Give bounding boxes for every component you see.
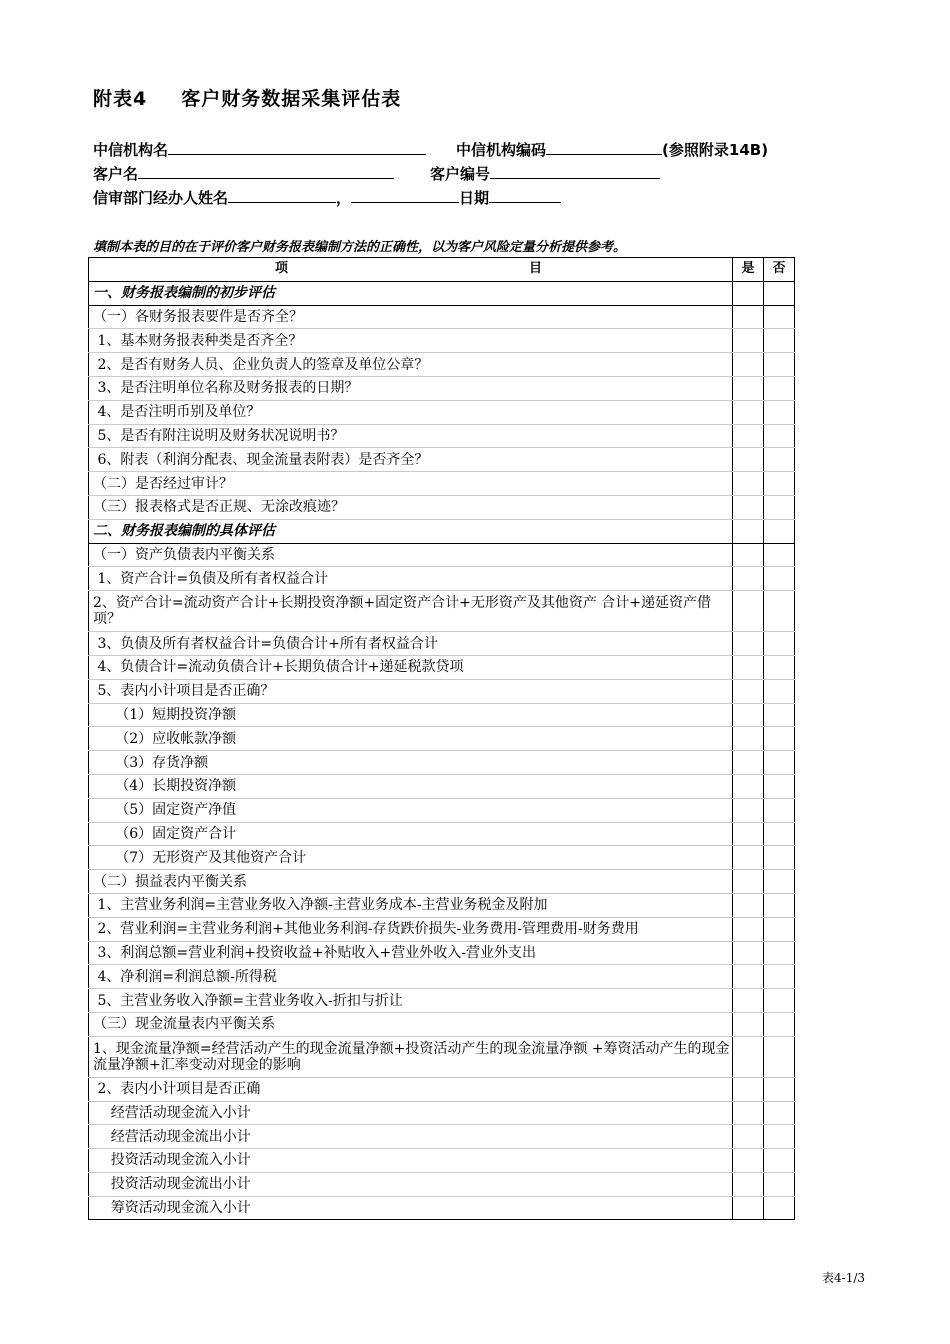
table-row [89,751,795,775]
row-label: 4、净利润=利润总额-所得税 [89,965,733,989]
no-checkbox-cell[interactable] [764,472,795,496]
no-checkbox-cell[interactable] [764,329,795,353]
row-label: （3）存货净额 [89,751,733,775]
row-label: 1、基本财务报表种类是否齐全？ [89,329,733,353]
yes-checkbox-cell[interactable] [733,543,764,567]
evaluation-table [88,257,795,1220]
table-row [89,472,795,496]
yes-checkbox-cell[interactable] [733,679,764,703]
row-label: 3、利润总额=营业利润+投资收益+补贴收入+营业外收入-营业外支出 [89,941,733,965]
table-row [89,1101,795,1125]
row-label: 投资活动现金流入小计 [89,1149,733,1173]
page-title [93,84,401,111]
table-row [89,989,795,1013]
row-label: 3、是否注明单位名称及财务报表的日期？ [89,376,733,400]
org-code-label: 中信机构编码 [456,141,547,159]
no-checkbox-cell[interactable] [764,495,795,519]
header-yes: 是 [733,258,764,282]
no-checkbox-cell[interactable] [764,1125,795,1149]
yes-checkbox-cell[interactable] [733,424,764,448]
table-row [89,495,795,519]
yes-checkbox-cell[interactable] [733,751,764,775]
title-text: 客户财务数据采集评估表 [181,88,402,110]
yes-checkbox-cell[interactable] [733,1012,764,1036]
row-label: 5、是否有附注说明及财务状况说明书？ [89,424,733,448]
row-label: 3、负债及所有者权益合计=负债合计+所有者权益合计 [89,632,733,656]
no-checkbox-cell[interactable] [764,751,795,775]
table-row [89,1149,795,1173]
table-body [89,258,795,1220]
no-checkbox-cell[interactable] [764,1149,795,1173]
yes-checkbox-cell[interactable] [733,870,764,894]
table-row [89,1125,795,1149]
separator: ， [336,189,352,207]
table-row [89,591,795,632]
row-label: （三）报表格式是否正规、无涂改痕迹？ [89,495,733,519]
table-row [89,376,795,400]
table-row [89,965,795,989]
officer-name-field[interactable] [228,188,336,203]
yes-checkbox-cell[interactable] [733,329,764,353]
customer-name-label: 客户名 [93,165,139,183]
no-checkbox-cell[interactable] [764,679,795,703]
no-checkbox-cell[interactable] [764,424,795,448]
table-row [89,655,795,679]
no-checkbox-cell[interactable] [764,376,795,400]
officer-line [93,187,561,208]
row-label: （三）现金流量表内平衡关系 [89,1012,733,1036]
table-row [89,1196,795,1220]
no-checkbox-cell[interactable] [764,353,795,377]
yes-checkbox-cell[interactable] [733,822,764,846]
table-row [89,1077,795,1101]
officer-label: 信审部门经办人姓名 [93,189,229,207]
org-code-field[interactable] [546,140,662,155]
row-label: 1、现金流量净额=经营活动产生的现金流量净额+投资活动产生的现金流量净额 +筹资活动产生的现金流量净额+汇率变动对现金的影响 [89,1036,733,1077]
table-row [89,519,795,543]
no-checkbox-cell[interactable] [764,400,795,424]
yes-checkbox-cell[interactable] [733,1172,764,1196]
row-label: 5、主营业务收入净额=主营业务收入-折扣与折让 [89,989,733,1013]
no-checkbox-cell[interactable] [764,1077,795,1101]
yes-checkbox-cell[interactable] [733,567,764,591]
table-row [89,870,795,894]
row-label: （4）长期投资净额 [89,774,733,798]
yes-checkbox-cell[interactable] [733,1101,764,1125]
no-checkbox-cell[interactable] [764,917,795,941]
table-row [89,774,795,798]
yes-checkbox-cell[interactable] [733,495,764,519]
no-checkbox-cell[interactable] [764,989,795,1013]
instruction-note: 填制本表的目的在于评价客户财务报表编制方法的正确性，以为客户风险定量分析提供参考。 [93,240,627,255]
table-row [89,424,795,448]
customer-line [93,163,660,184]
table-row [89,1012,795,1036]
customer-no-label: 客户编号 [430,165,491,183]
yes-checkbox-cell[interactable] [733,591,764,632]
no-checkbox-cell[interactable] [764,632,795,656]
no-checkbox-cell[interactable] [764,965,795,989]
table-row [89,1036,795,1077]
row-label: 投资活动现金流出小计 [89,1172,733,1196]
org-name-label: 中信机构名 [93,141,169,159]
yes-checkbox-cell[interactable] [733,519,764,543]
no-checkbox-cell[interactable] [764,798,795,822]
row-label: 筹资活动现金流入小计 [89,1196,733,1220]
table-row [89,543,795,567]
row-label: 2、表内小计项目是否正确 [89,1077,733,1101]
row-label: （5）固定资产净值 [89,798,733,822]
no-checkbox-cell[interactable] [764,893,795,917]
yes-checkbox-cell[interactable] [733,798,764,822]
row-label: 2、营业利润=主营业务利润+其他业务利润-存货跌价损失-业务费用-管理费用-财务费用 [89,917,733,941]
row-label: 5、表内小计项目是否正确？ [89,679,733,703]
customer-no-field[interactable] [490,164,660,179]
header-item [89,258,733,282]
table-row [89,400,795,424]
row-label: 2、资产合计=流动资产合计+长期投资净额+固定资产合计+无形资产及其他资产 合计+递延资产借项？ [89,591,733,632]
no-checkbox-cell[interactable] [764,870,795,894]
customer-name-field[interactable] [138,164,394,179]
table-header-row [89,258,795,282]
no-checkbox-cell[interactable] [764,591,795,632]
no-checkbox-cell[interactable] [764,1196,795,1220]
date-label: 日期 [459,189,490,207]
yes-checkbox-cell[interactable] [733,727,764,751]
no-checkbox-cell[interactable] [764,448,795,472]
no-checkbox-cell[interactable] [764,1012,795,1036]
table-row [89,329,795,353]
yes-checkbox-cell[interactable] [733,1149,764,1173]
no-checkbox-cell[interactable] [764,822,795,846]
yes-checkbox-cell[interactable] [733,632,764,656]
row-label: （1）短期投资净额 [89,703,733,727]
yes-checkbox-cell[interactable] [733,448,764,472]
no-checkbox-cell[interactable] [764,1101,795,1125]
title-prefix: 附表4 [93,88,148,110]
row-label: （7）无形资产及其他资产合计 [89,846,733,870]
row-label: 1、资产合计=负债及所有者权益合计 [89,567,733,591]
org-line [93,139,768,160]
row-label: 经营活动现金流出小计 [89,1125,733,1149]
row-label: 2、是否有财务人员、企业负责人的签章及单位公章？ [89,353,733,377]
no-checkbox-cell[interactable] [764,543,795,567]
yes-checkbox-cell[interactable] [733,281,764,305]
no-checkbox-cell[interactable] [764,655,795,679]
row-label: （二）是否经过审计？ [89,472,733,496]
yes-checkbox-cell[interactable] [733,376,764,400]
yes-checkbox-cell[interactable] [733,353,764,377]
org-name-field[interactable] [168,140,426,155]
table-row [89,727,795,751]
yes-checkbox-cell[interactable] [733,941,764,965]
table-row [89,941,795,965]
no-checkbox-cell[interactable] [764,941,795,965]
row-label: 1、主营业务利润=主营业务收入净额-主营业务成本-主营业务税金及附加 [89,893,733,917]
date-field[interactable] [489,188,561,203]
row-label: （一）资产负债表内平衡关系 [89,543,733,567]
row-label: （二）损益表内平衡关系 [89,870,733,894]
no-checkbox-cell[interactable] [764,846,795,870]
table-row [89,632,795,656]
table-row [89,893,795,917]
table-row [89,846,795,870]
row-label: 二、财务报表编制的具体评估 [89,519,733,543]
row-label: 4、负债合计=流动负债合计+长期负债合计+递延税款贷项 [89,655,733,679]
yes-checkbox-cell[interactable] [733,917,764,941]
row-label: （6）固定资产合计 [89,822,733,846]
row-label: （一）各财务报表要件是否齐全？ [89,305,733,329]
yes-checkbox-cell[interactable] [733,1077,764,1101]
table-row [89,917,795,941]
no-checkbox-cell[interactable] [764,727,795,751]
row-label: 经营活动现金流入小计 [89,1101,733,1125]
yes-checkbox-cell[interactable] [733,893,764,917]
org-code-note: (参照附录14B) [662,141,769,159]
header-no: 否 [764,258,795,282]
no-checkbox-cell[interactable] [764,305,795,329]
yes-checkbox-cell[interactable] [733,472,764,496]
officer-name-field-2[interactable] [351,188,459,203]
no-checkbox-cell[interactable] [764,519,795,543]
yes-checkbox-cell[interactable] [733,846,764,870]
yes-checkbox-cell[interactable] [733,1036,764,1077]
yes-checkbox-cell[interactable] [733,989,764,1013]
header-item-b: 目 [529,261,543,276]
yes-checkbox-cell[interactable] [733,1196,764,1220]
yes-checkbox-cell[interactable] [733,400,764,424]
yes-checkbox-cell[interactable] [733,305,764,329]
no-checkbox-cell[interactable] [764,1172,795,1196]
table-row [89,567,795,591]
table-row [89,305,795,329]
yes-checkbox-cell[interactable] [733,965,764,989]
header-item-a: 项 [275,261,289,276]
no-checkbox-cell[interactable] [764,567,795,591]
no-checkbox-cell[interactable] [764,703,795,727]
no-checkbox-cell[interactable] [764,1036,795,1077]
yes-checkbox-cell[interactable] [733,655,764,679]
no-checkbox-cell[interactable] [764,774,795,798]
table-row [89,703,795,727]
no-checkbox-cell[interactable] [764,281,795,305]
table-row [89,281,795,305]
table-row [89,798,795,822]
table-row [89,1172,795,1196]
table-row [89,448,795,472]
table-row [89,822,795,846]
yes-checkbox-cell[interactable] [733,1125,764,1149]
row-label: 一、财务报表编制的初步评估 [89,281,733,305]
row-label: （2）应收帐款净额 [89,727,733,751]
yes-checkbox-cell[interactable] [733,703,764,727]
row-label: 4、是否注明币别及单位？ [89,400,733,424]
table-row [89,353,795,377]
yes-checkbox-cell[interactable] [733,774,764,798]
page-number: 表4-1/3 [822,1271,866,1285]
table-row [89,679,795,703]
row-label: 6、附表（利润分配表、现金流量表附表）是否齐全？ [89,448,733,472]
